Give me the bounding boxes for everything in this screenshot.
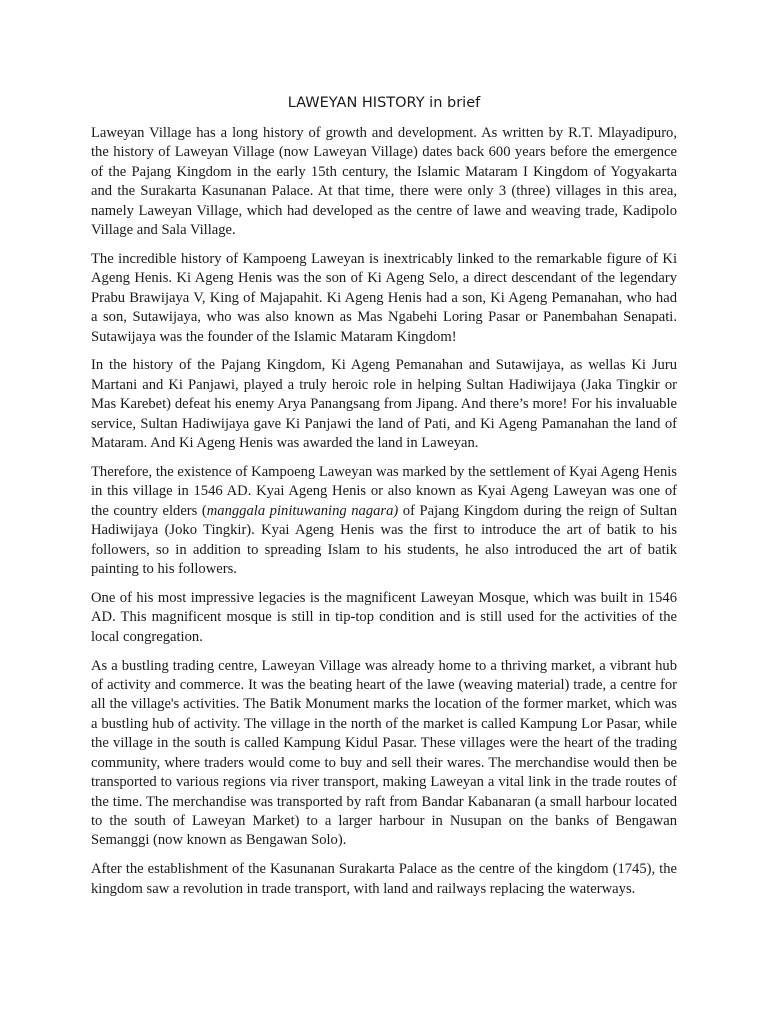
paragraph-4-italic-term: manggala pinituwaning nagara) [206,502,399,519]
paragraph-4-text-end: of Pajang Kingdom during the reign of Sultan Hadiwijaya (Joko Tingkir). Kyai Ageng Henis was the first to introduce the art of batik to his followers, so in addition to spreading Islam to his students, he also introduced the art of batik painting to his followers. [91,502,677,578]
paragraph-4 [91,463,677,579]
paragraph-1: Laweyan Village has a long history of growth and development. As written by R.T. Mlayadipuro, the history of Laweyan Village (now Laweyan Village) dates back 600 years before the emergence of the Pajang Kingdom in the early 15th century, the Islamic Mataram I Kingdom of Yogyakarta and the Surakarta Kasunanan Palace. At that time, there were only 3 (three) villages in this area, namely Laweyan Village, which had developed as the centre of lawe and weaving trade, Kadipolo Village and Sala Village. [91,125,677,239]
paragraph-6: As a bustling trading centre, Laweyan Village was already home to a thriving market, a vibrant hub of activity and commerce. It was the beating heart of the lawe (weaving material) trade, a centre for all the village's activities. The Batik Monument marks the location of the former market, which was a bustling hub of activity. The village in the north of the market is called Kampung Lor Pasar, while the village in the south is called Kampung Kidul Pasar. These villages were the heart of the trading community, where traders would come to buy and sell their wares. The merchandise would then be transported to various regions via river transport, making Laweyan a vital link in the trade routes of the time. The merchandise was transported by raft from Bandar Kabanaran (a small harbour located to the south of Laweyan Market) to a larger harbour in Nusupan on the banks of Bengawan Semanggi (now known as Bengawan Solo). [91,657,677,849]
paragraph-2: The incredible history of Kampoeng Laweyan is inextricably linked to the remarkable figure of Ki Ageng Henis. Ki Ageng Henis was the son of Ki Ageng Selo, a direct descendant of the legendary Prabu Brawijaya V, King of Majapahit. Ki Ageng Henis had a son, Ki Ageng Pemanahan, who had a son, Sutawijaya, who was also known as Mas Ngabehi Loring Pasar or Panembahan Senapati. Sutawijaya was the founder of the Islamic Mataram Kingdom! [91,250,677,345]
document-title: LAWEYAN HISTORY in brief [287,95,481,111]
document-page [91,93,677,909]
paragraph-7: After the establishment of the Kasunanan Surakarta Palace as the centre of the kingdom (1745), the kingdom saw a revolution in trade transport, with land and railways replacing the waterways. [91,861,677,897]
paragraph-5: One of his most impressive legacies is the magnificent Laweyan Mosque, which was built in 1546 AD. This magnificent mosque is still in tip-top condition and is still used for the activities of the local congregation. [91,589,677,645]
paragraph-4-text-start: Therefore, the existence of Kampoeng Laweyan was marked by the settlement of Kyai Ageng Henis in this village in 1546 AD. Kyai Ageng Henis or also known as Kyai Ageng Laweyan was one of the country elders ( [91,464,677,519]
paragraph-3: In the history of the Pajang Kingdom, Ki Ageng Pemanahan and Sutawijaya, as wellas Ki Juru Martani and Ki Panjawi, played a truly heroic role in helping Sultan Hadiwijaya (Jaka Tingkir or Mas Karebet) defeat his enemy Arya Panangsang from Jipang. And there’s more! For his invaluable service, Sultan Hadiwijaya gave Ki Panjawi the land of Pati, and Ki Ageng Pamanahan the land of Mataram. And Ki Ageng Henis was awarded the land in Laweyan. [91,357,677,452]
